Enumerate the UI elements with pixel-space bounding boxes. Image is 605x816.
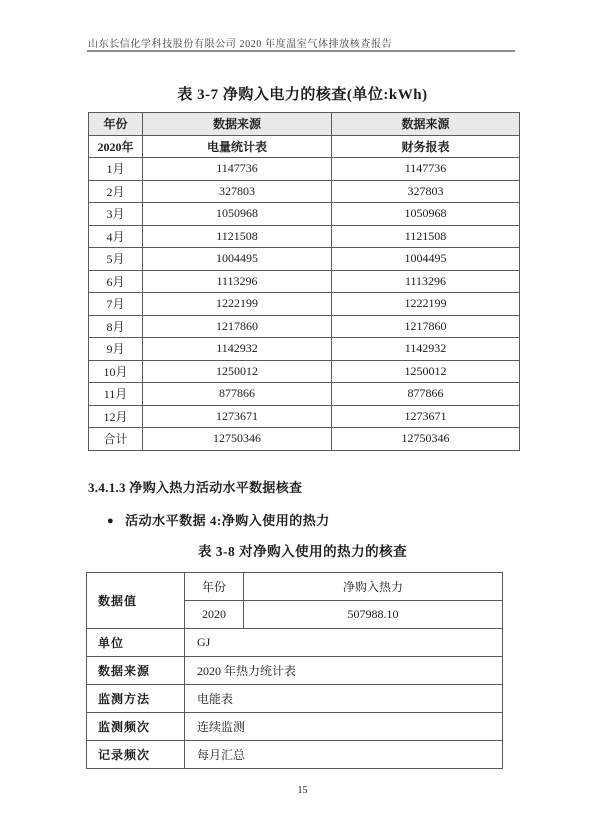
table-row	[89, 293, 520, 316]
t37-source-cell: 电量统计表	[143, 135, 332, 158]
value-cell: 327803	[143, 180, 332, 203]
year-value-cell: 2020	[185, 601, 244, 629]
month-cell: 2月	[89, 180, 143, 203]
value-cell: 1273671	[143, 405, 332, 428]
table-row	[89, 360, 520, 383]
table-row	[87, 573, 503, 601]
table-row	[89, 270, 520, 293]
monitor-method-label-cell: 监测方法	[87, 685, 185, 713]
table-row	[87, 741, 503, 769]
table-row	[89, 225, 520, 248]
total-label-cell: 合计	[89, 428, 143, 451]
unit-label-cell: 单位	[87, 629, 185, 657]
month-cell: 5月	[89, 248, 143, 271]
table-3-8	[86, 572, 503, 769]
data-value-label-cell: 数据值	[87, 573, 185, 629]
month-cell: 4月	[89, 225, 143, 248]
table-row	[89, 338, 520, 361]
table-3-7-subheader-row	[89, 135, 520, 158]
table-row	[87, 657, 503, 685]
value-cell: 1142932	[143, 338, 332, 361]
table-3-7-header-row	[89, 113, 520, 136]
bullet-icon: ●	[107, 515, 115, 527]
value-cell: 1142932	[332, 338, 520, 361]
bullet-label: 活动水平数据 4:净购入使用的热力	[125, 513, 330, 528]
table-row	[87, 685, 503, 713]
value-cell: 1121508	[332, 225, 520, 248]
table-row	[89, 203, 520, 226]
data-source-value-cell: 2020 年热力统计表	[185, 657, 503, 685]
month-cell: 1月	[89, 158, 143, 181]
value-cell: 1050968	[332, 203, 520, 226]
table-3-8-title: 表 3-8 对净购入使用的热力的核查	[197, 544, 408, 559]
value-cell: 1147736	[143, 158, 332, 181]
year-label-cell: 年份	[185, 573, 244, 601]
bullet-item	[107, 510, 330, 529]
table-3-7-title: 表 3-7 净购入电力的核查(单位:kWh)	[177, 87, 428, 103]
month-cell: 10月	[89, 360, 143, 383]
monitor-method-value-cell: 电能表	[185, 685, 503, 713]
unit-value-cell: GJ	[185, 629, 503, 657]
header-rule	[87, 50, 515, 52]
heat-label-cell: 净购入热力	[244, 573, 503, 601]
value-cell: 1273671	[332, 405, 520, 428]
value-cell: 1250012	[332, 360, 520, 383]
month-cell: 8月	[89, 315, 143, 338]
t37-col-header-year: 年份	[89, 113, 143, 136]
value-cell: 877866	[332, 383, 520, 406]
value-cell: 1147736	[332, 158, 520, 181]
month-cell: 12月	[89, 405, 143, 428]
t37-col-header-source-1: 数据来源	[143, 113, 332, 136]
monitor-freq-label-cell: 监测频次	[87, 713, 185, 741]
month-cell: 3月	[89, 203, 143, 226]
t37-col-header-source-2: 数据来源	[332, 113, 520, 136]
data-source-label-cell: 数据来源	[87, 657, 185, 685]
table-row	[89, 405, 520, 428]
value-cell: 1217860	[332, 315, 520, 338]
report-header: 山东长信化学科技股份有限公司 2020 年度温室气体排放核查报告	[88, 39, 393, 50]
monitor-freq-value-cell: 连续监测	[185, 713, 503, 741]
table-row	[89, 315, 520, 338]
total-row	[89, 428, 520, 451]
record-freq-value-cell: 每月汇总	[185, 741, 503, 769]
value-cell: 1222199	[332, 293, 520, 316]
month-cell: 9月	[89, 338, 143, 361]
heat-value-cell: 507988.10	[244, 601, 503, 629]
value-cell: 1217860	[143, 315, 332, 338]
value-cell: 1004495	[332, 248, 520, 271]
month-cell: 7月	[89, 293, 143, 316]
value-cell: 1222199	[143, 293, 332, 316]
month-cell: 11月	[89, 383, 143, 406]
t37-year-cell: 2020年	[89, 135, 143, 158]
total-value-cell: 12750346	[332, 428, 520, 451]
page-number: 15	[297, 785, 308, 796]
month-cell: 6月	[89, 270, 143, 293]
value-cell: 1113296	[143, 270, 332, 293]
section-heading: 3.4.1.3 净购入热力活动水平数据核查	[88, 480, 303, 495]
table-row	[87, 713, 503, 741]
value-cell: 1113296	[332, 270, 520, 293]
table-row	[89, 248, 520, 271]
value-cell: 877866	[143, 383, 332, 406]
table-row	[89, 180, 520, 203]
value-cell: 1121508	[143, 225, 332, 248]
total-value-cell: 12750346	[143, 428, 332, 451]
table-row	[89, 158, 520, 181]
value-cell: 1050968	[143, 203, 332, 226]
table-row	[89, 383, 520, 406]
value-cell: 1004495	[143, 248, 332, 271]
value-cell: 1250012	[143, 360, 332, 383]
t37-source-cell: 财务报表	[332, 135, 520, 158]
table-3-7	[88, 112, 520, 451]
table-row	[87, 629, 503, 657]
value-cell: 327803	[332, 180, 520, 203]
record-freq-label-cell: 记录频次	[87, 741, 185, 769]
